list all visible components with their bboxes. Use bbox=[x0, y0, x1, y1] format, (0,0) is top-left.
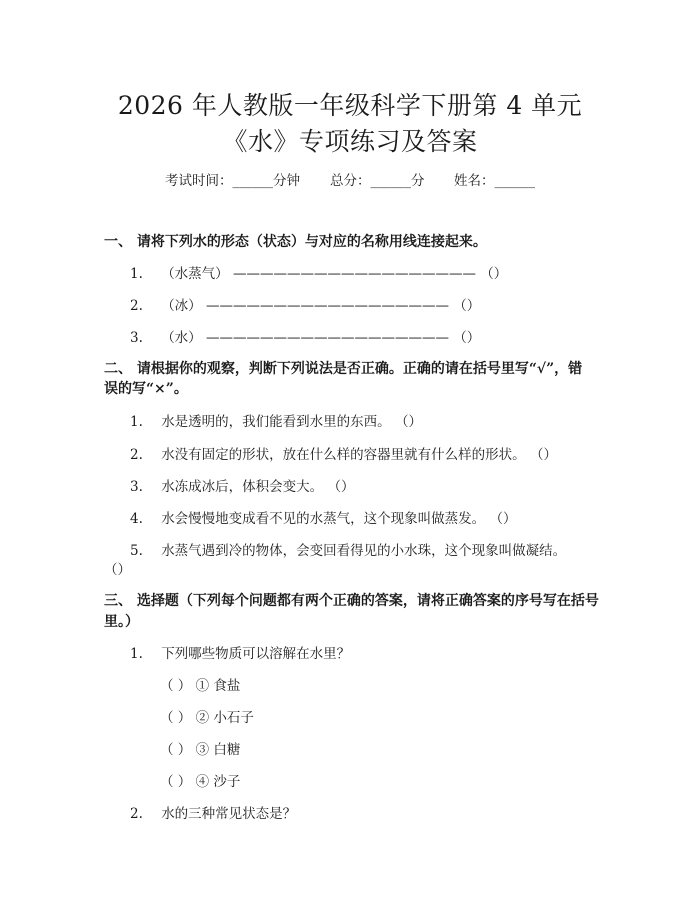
section-2-heading-line-1: 二、 请根据你的观察，判断下列说法是否正确。正确的请在括号里写“√”，错 bbox=[104, 361, 583, 377]
s3-q1-option-4: （ ） ④ 沙子 bbox=[160, 774, 241, 790]
section-3-heading-line-1: 三、 选择题（下列每个问题都有两个正确的答案，请将正确答案的序号写在括号 bbox=[104, 593, 599, 609]
s1-item-2 bbox=[130, 294, 480, 314]
s2-item-3-text: 水冻成冰后，体积会变大。 （） bbox=[161, 479, 355, 495]
s1-item-1 bbox=[130, 262, 507, 282]
title-line-2: 《水》专项练习及答案 bbox=[222, 127, 478, 156]
name-field: 姓名：______ bbox=[454, 173, 535, 189]
s2-item-1-num: 1. bbox=[130, 414, 143, 430]
s1-item-2-text: （冰） —————————————————— （） bbox=[161, 298, 481, 314]
s3-question-2 bbox=[130, 802, 296, 822]
total-score-field: 总分：______分 bbox=[330, 173, 425, 189]
s2-item-3 bbox=[130, 475, 354, 495]
s1-item-2-num: 2. bbox=[130, 298, 143, 314]
s2-item-1 bbox=[130, 410, 422, 430]
s3-q1-text: 下列哪些物质可以溶解在水里？ bbox=[161, 646, 351, 662]
s2-item-5-num: 5. bbox=[130, 543, 143, 559]
s1-item-3-num: 3. bbox=[130, 330, 143, 346]
s3-q2-num: 2. bbox=[130, 806, 143, 822]
s2-item-5-text: 水蒸气遇到冷的物体，会变回看得见的小水珠，这个现象叫做凝结。 bbox=[161, 543, 567, 559]
s2-item-4-text: 水会慢慢地变成看不见的水蒸气，这个现象叫做蒸发。 （） bbox=[161, 511, 517, 527]
s2-item-4 bbox=[130, 507, 516, 527]
s2-item-5 bbox=[130, 539, 566, 559]
s1-item-3 bbox=[130, 326, 480, 346]
s3-q1-option-3: （ ） ③ 白糖 bbox=[160, 742, 241, 758]
section-1-heading: 一、 请将下列水的形态（状态）与对应的名称用线连接起来。 bbox=[104, 234, 487, 250]
s2-item-2-num: 2. bbox=[130, 447, 143, 463]
s3-q1-option-1: （ ） ① 食盐 bbox=[160, 678, 241, 694]
s2-item-4-num: 4. bbox=[130, 511, 143, 527]
s3-q1-option-2: （ ） ② 小石子 bbox=[160, 710, 254, 726]
s1-item-1-text: （水蒸气） —————————————————— （） bbox=[161, 266, 508, 282]
s2-item-2-text: 水没有固定的形状，放在什么样的容器里就有什么样的形状。 （） bbox=[161, 447, 557, 463]
s3-q2-text: 水的三种常见状态是？ bbox=[161, 806, 297, 822]
exam-time-field: 考试时间：______分钟 bbox=[165, 173, 300, 189]
s2-item-2 bbox=[130, 443, 557, 463]
section-2-heading-line-2: 误的写“×”。 bbox=[104, 381, 188, 397]
s3-q1-num: 1. bbox=[130, 646, 143, 662]
s1-item-1-num: 1. bbox=[130, 266, 143, 282]
s2-item-1-text: 水是透明的，我们能看到水里的东西。 （） bbox=[161, 414, 422, 430]
s1-item-3-text: （水） —————————————————— （） bbox=[161, 330, 481, 346]
section-3-heading-line-2: 里。） bbox=[104, 614, 139, 630]
s3-question-1 bbox=[130, 642, 350, 662]
s2-item-3-num: 3. bbox=[130, 479, 143, 495]
s2-item-5-answer-paren: （） bbox=[104, 562, 131, 578]
title-line-1: 2026 年人教版一年级科学下册第 4 单元 bbox=[117, 91, 583, 120]
